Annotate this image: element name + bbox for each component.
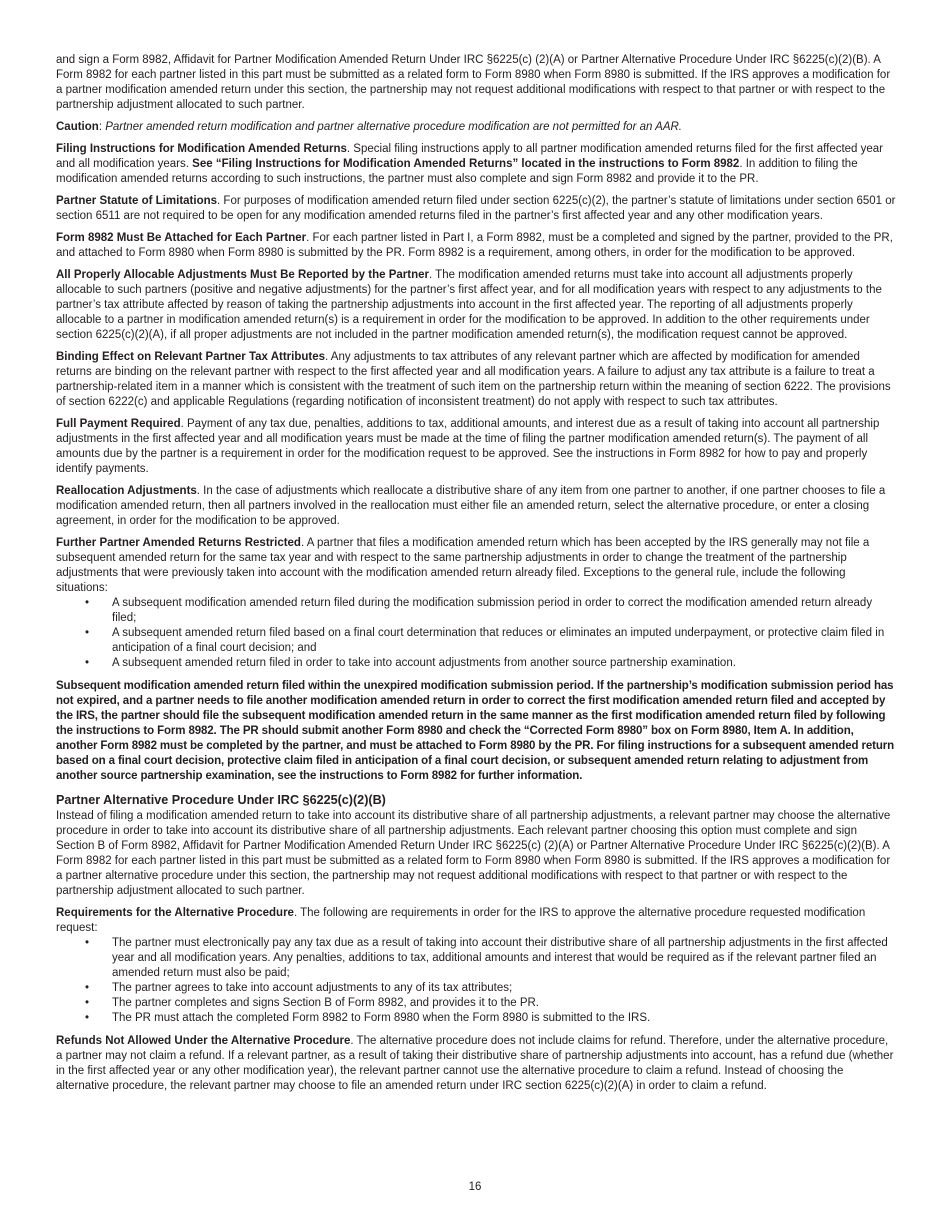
alt-procedure-paragraph: Instead of filing a modification amended return to take into account its distributive share of all partnership adjustments, a relevant partner may choose the alternative procedure in order to take into account its distributive share of all partnership adjustments. Each relevant partner choosing this option must complete and sign Section B of Form 8982, Affidavit for Partner Modification Amended Return Under IRC §6225(c) (2)(A) or Partner Alternative Procedure Under IRC §6225(c)(2)(B). A Form 8982 for each partner listed in this part must be submitted as a related form to Form 8980 when Form 8980 is submitted. If the IRS approves a modification for a partner alternative procedure under this section, the partnership may not request additional modifications with respect to that partner or with respect to the partnership adjustment allocated to such partner.	[56, 810, 891, 897]
further-heading: Further Partner Amended Returns Restricted	[56, 537, 301, 549]
filing-bold-reference: See “Filing Instructions for Modification Amended Returns” located in the instructions to Form 8982	[192, 158, 740, 170]
payment-paragraph	[56, 417, 896, 477]
attached-heading: Form 8982 Must Be Attached for Each Partner	[56, 232, 307, 244]
page-number: 16	[468, 1181, 482, 1193]
refunds-text: . The alternative procedure does not include claims for refund. Therefore, under the alternative procedure, a partner may not claim a refund. If a relevant partner, as a result of taking their distributive share of partnership adjustments into account, has a refund due (whether in the first affected year or any other modification year), the relevant partner cannot use the alternative procedure to claim a refund. Instead of choosing the alternative procedure, the relevant partner may choose to file an amended return under IRC section 6225(c)(2)(A) in order to claim a refund.	[56, 1035, 894, 1092]
filing-text-1: . Special filing instructions apply to all partner modification amended returns filed for the first affected year and all modification years.	[56, 143, 884, 170]
list-item: • A subsequent amended return filed based on a final court determination that reduces or eliminates an imputed underpayment, or protective claim filed in anticipation of a final court decision; and	[112, 626, 896, 656]
filing-text-2: . In addition to filing the modification amended returns according to such instructions, the partner must also complete and sign Form 8982 and provide it to the PR.	[56, 158, 858, 185]
reallocation-paragraph	[56, 484, 896, 529]
requirements-heading: Requirements for the Alternative Procedure	[56, 907, 294, 919]
alt-procedure-title: Partner Alternative Procedure Under IRC §6225(c)(2)(B)	[56, 793, 386, 807]
further-paragraph	[56, 536, 896, 596]
attached-paragraph	[56, 231, 896, 261]
list-item: • The PR must attach the completed Form 8982 to Form 8980 when the Form 8980 is submitted to the IRS.	[112, 1011, 896, 1026]
filing-instructions-paragraph	[56, 142, 896, 187]
attached-text: . For each partner listed in Part I, a Form 8982, must be a completed and signed by the partner, provided to the PR, and attached to Form 8980 when Form 8980 is submitted by the PR. Form 8982 is a requirement, among others, in order for the modification to be approved.	[56, 232, 893, 259]
requirements-list	[56, 936, 896, 1026]
binding-paragraph	[56, 350, 896, 410]
intro-paragraph: and sign a Form 8982, Affidavit for Partner Modification Amended Return Under IRC §6225(c) (2)(A) or Partner Alternative Procedure Under IRC §6225(c)(2)(B). A Form 8982 for each partner listed in this part must be submitted as a related form to Form 8980 when Form 8980 is submitted. If the IRS approves a modification for a partner modification amended return under this section, the partnership may not request additional modifications with respect to that partner or with respect to the partnership adjustment allocated to such partner.	[56, 54, 891, 111]
list-item: • A subsequent modification amended return filed during the modification submission period in order to correct the modification amended return already filed;	[112, 596, 896, 626]
list-item: • The partner must electronically pay any tax due as a result of taking into account their distributive share of all partnership adjustments in the first affected year and all modification years. Any penalties, additions to tax, additional amounts and interest that would be required as if the relevant partner filed an amended return must also be paid;	[112, 936, 896, 981]
caution-separator: :	[98, 121, 106, 133]
allocable-heading: All Properly Allocable Adjustments Must Be Reported by the Partner	[56, 269, 429, 281]
payment-text: . Payment of any tax due, penalties, additions to tax, additional amounts, and interest due as a result of taking into account all partnership adjustments in the first affected year and all modification years must be made at the time of filing the partner modification amended return(s). The payment of all amounts due by the partner is a requirement in order for the modification request to be approved. See the instructions in Form 8982 for how to pay and properly identify payments.	[56, 418, 880, 475]
requirements-text: . The following are requirements in order for the IRS to approve the alternative procedure requested modification request:	[56, 907, 866, 934]
statute-heading: Partner Statute of Limitations	[56, 195, 218, 207]
document-page	[56, 53, 896, 1101]
allocable-text: . The modification amended returns must take into account all adjustments properly allocable to such partners (positive and negative adjustments) for the partner’s first affect year, and for all modification years with respect to any adjustments to the partner’s tax attribute affected by reason of taking the partnership adjustments into account in the first affected year. The reporting of all adjustments properly allocable to a partner in modification amended return(s) is a requirement in order for the modification to be approved. In addition to the other requirements under section 6225(c)(2)(A), if all proper adjustments are not included in the partner modification amended return(s), the modification request cannot be approved.	[56, 269, 882, 341]
subsequent-paragraph	[56, 679, 896, 784]
further-text: . A partner that files a modification amended return which has been accepted by the IRS generally may not file a subsequent amended return for the same tax year and with respect to the same partnership adjustments in order to change the treatment of the partnership adjustments that were previously taken into account with the modification amended return already filed. Exceptions to the general rule, include the following situations:	[56, 537, 870, 594]
caution-paragraph	[56, 120, 896, 135]
subsequent-heading: Subsequent modification amended return filed within the unexpired modification submission period	[56, 680, 591, 692]
allocable-paragraph	[56, 268, 896, 343]
statute-text: . For purposes of modification amended return filed under section 6225(c)(2), the partner’s statute of limitations under section 6501 or section 6511 are not required to be open for any modification amended returns filed in the partner’s first affected year and any other modification years.	[56, 195, 896, 222]
binding-text: . Any adjustments to tax attributes of any relevant partner which are affected by modification for amended returns are binding on the relevant partner with respect to the first affected year and all modification years. A failure to adjust any tax attribute is a failure to treat a partnership-related item in a manner which is consistent with the treatment of such item on the partnership return within the meaning of section 6222. The provisions of section 6222(c) and applicable Regulations (regarding notification of inconsistent treatment) do not apply with respect to such tax attributes.	[56, 351, 891, 408]
refunds-heading: Refunds Not Allowed Under the Alternative Procedure	[56, 1035, 351, 1047]
reallocation-heading: Reallocation Adjustments	[56, 485, 197, 497]
reallocation-text: . In the case of adjustments which reallocate a distributive share of any item from one partner to another, if one partner chooses to file a modification amended return, then all partners involved in the reallocation must either file an amended return, select the alternative procedure, or enter a closing agreement, in order for the modification to be approved.	[56, 485, 886, 527]
list-item: • The partner agrees to take into account adjustments to any of its tax attributes;	[112, 981, 896, 996]
filing-heading: Filing Instructions for Modification Amended Returns	[56, 143, 347, 155]
statute-paragraph	[56, 194, 896, 224]
list-item: • A subsequent amended return filed in order to take into account adjustments from another source partnership examination.	[112, 656, 896, 671]
subsequent-text: . If the partnership’s modification submission period has not expired, and a partner needs to file another modification amended return in order to correct the first modification amended return filed and accepted by the IRS, the partner should file the subsequent modification amended return in the same manner as the first modification amended return filed by following the instructions to Form 8982. The PR should submit another Form 8980 and check the “Corrected Form 8980” box on Form 8980, Item A. In addition, another Form 8982 must be completed by the partner, and must be attached to Form 8980 by the PR. For filing instructions for a subsequent amended return based on a final court decision, protective claim filed in anticipation of a final court decision, or subsequent amended return relating to adjustment from another source partnership examination, see the instructions to Form 8982 for further information.	[56, 680, 895, 782]
caution-text: Partner amended return modification and partner alternative procedure modification are not permitted for an AAR.	[105, 121, 683, 133]
caution-label: Caution	[56, 121, 99, 133]
list-item: • The partner completes and signs Section B of Form 8982, and provides it to the PR.	[112, 996, 896, 1011]
refunds-paragraph	[56, 1034, 896, 1094]
requirements-paragraph	[56, 906, 896, 936]
payment-heading: Full Payment Required	[56, 418, 181, 430]
binding-heading: Binding Effect on Relevant Partner Tax Attributes	[56, 351, 326, 363]
further-exceptions-list	[56, 596, 896, 671]
